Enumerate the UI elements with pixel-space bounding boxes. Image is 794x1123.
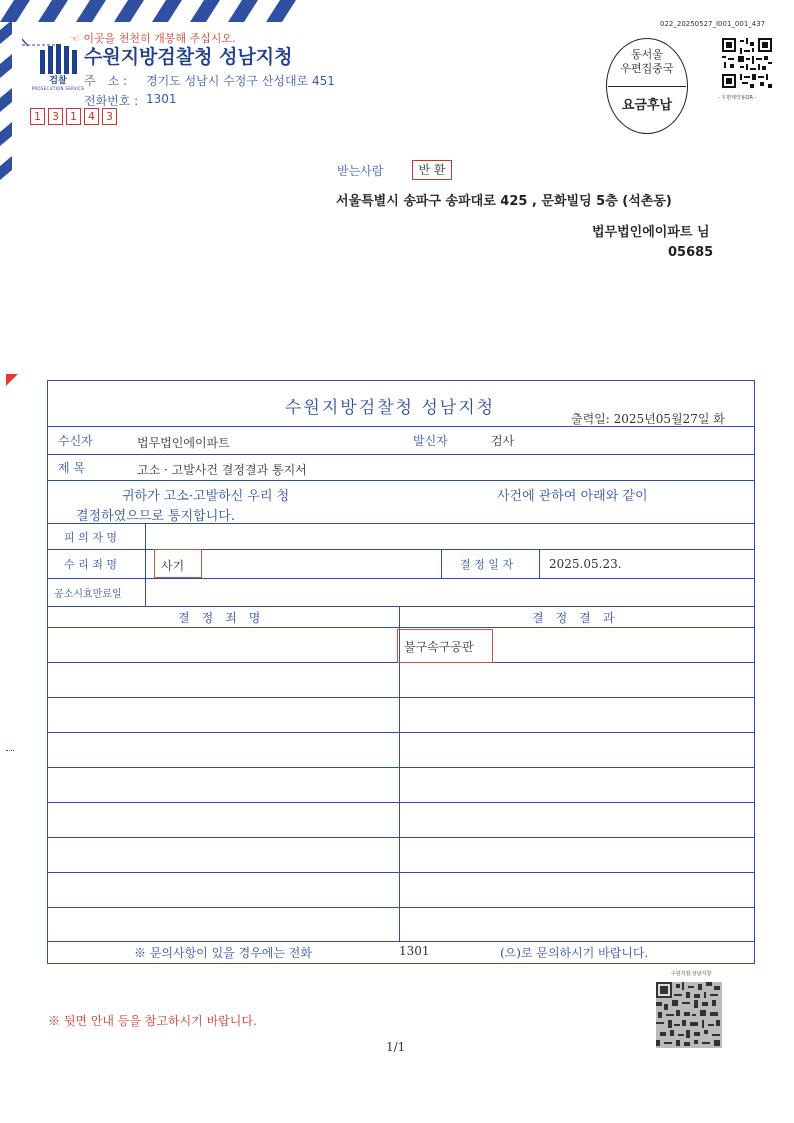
stamp-line1: 동서울 [631, 48, 663, 61]
form-rule [47, 578, 755, 579]
limitation-label: 공소시효만료일 [54, 589, 122, 600]
printed-date: 출력일: 2025년05월27일 화 [571, 412, 725, 426]
qr-code-icon [656, 982, 722, 1048]
document-id: 022_20250527_I001_001_437 [660, 20, 766, 28]
stamp-line2: 우편집중국 [620, 62, 674, 75]
address-value: 경기도 성남시 수정구 산성대로 451 [146, 74, 335, 88]
suspect-label: 피 의 자 명 [64, 531, 117, 544]
address-label: 주 소 : [84, 74, 128, 88]
form-title: 수원지방검찰청 성남지청 [285, 398, 496, 418]
subject-label: 제 목 [58, 461, 85, 475]
sender-zip-digit: 1 [30, 108, 45, 125]
qr-caption: - 우편계약용QR - [718, 95, 757, 101]
decision-date-value: 2025.05.23. [549, 557, 622, 571]
hand-pointer-icon: ☜ [70, 32, 84, 45]
intro-line1-b: 사건에 관하여 아래와 같이 [497, 489, 648, 504]
inquiry-text-b: (으)로 문의하시기 바랍니다. [500, 946, 649, 960]
page-number: 1/1 [386, 1040, 406, 1054]
form-rule [47, 732, 755, 733]
stamp-divider [608, 86, 686, 87]
logo-subtext: PROSECUTION SERVICE [31, 86, 85, 91]
bottom-qr-caption: 수원지검 성남지청 [670, 971, 712, 977]
sender-name: 수원지방검찰청 성남지청 [84, 46, 293, 68]
logo-text: 검찰 [49, 76, 67, 86]
sender-value: 검사 [491, 434, 515, 448]
charge-value: 사기 [161, 559, 185, 573]
tel-label: 전화번호 : [84, 94, 139, 108]
form-rule [47, 454, 755, 455]
receiver-value: 법무법인에이파트 [137, 436, 230, 450]
form-rule [47, 941, 755, 942]
form-rule [47, 837, 755, 838]
charge-label: 수 리 죄 명 [64, 558, 117, 571]
recipient-name: 법무법인에이파트 님 [592, 225, 710, 240]
intro-line1-a: 귀하가 고소·고발하신 우리 청 [122, 489, 290, 504]
decision-date-label: 결 정 일 자 [460, 558, 513, 571]
back-notice: ※ 뒷면 안내 등을 참고하시기 바랍니다. [48, 1014, 257, 1028]
form-rule [47, 907, 755, 908]
form-rule [47, 872, 755, 873]
col-header-result: 결 정 결 과 [532, 611, 615, 625]
recipient-label: 받는사람 [337, 164, 384, 178]
receiver-label: 수신자 [58, 434, 93, 448]
recipient-address: 서울특별시 송파구 송파대로 425 , 문화빌딩 5층 (석촌동) [336, 194, 672, 209]
margin-mark [6, 750, 14, 751]
sender-zip-digit: 1 [66, 108, 81, 125]
form-col-rule [539, 549, 540, 578]
form-rule [47, 802, 755, 803]
airmail-stripe-vertical [0, 20, 12, 180]
col-header-charge: 결 정 죄 명 [178, 611, 261, 625]
inquiry-text-a: ※ 문의사항이 있을 경우에는 전화 [134, 946, 312, 960]
form-rule [47, 606, 755, 607]
stamp-line3: 요금후납 [621, 98, 673, 113]
return-box: 반 환 [412, 160, 452, 180]
sender-zip-digit: 3 [102, 108, 117, 125]
form-rule [47, 627, 755, 628]
table-row-result: 불구속구공판 [404, 640, 474, 654]
form-rule [47, 767, 755, 768]
open-hint: ☜ 이곳을 천천히 개봉해 주십시오. [70, 32, 236, 45]
intro-line2: 결정하였으므로 통지합니다. [76, 509, 235, 524]
tel-value: 1301 [146, 92, 177, 106]
sender-zip-digit: 3 [48, 108, 63, 125]
form-col-rule [145, 523, 146, 606]
airmail-stripe [0, 0, 300, 22]
qr-code-icon [722, 38, 772, 88]
sender-zip-digit: 4 [84, 108, 99, 125]
form-rule [47, 480, 755, 481]
subject-value: 고소 · 고발사건 결정결과 통지서 [137, 463, 307, 477]
inquiry-tel: 1301 [399, 944, 430, 958]
form-col-rule [441, 549, 442, 578]
corner-mark [6, 374, 18, 386]
form-rule [47, 697, 755, 698]
recipient-zip: 05685 [668, 245, 714, 260]
sender-label: 발신자 [413, 434, 448, 448]
